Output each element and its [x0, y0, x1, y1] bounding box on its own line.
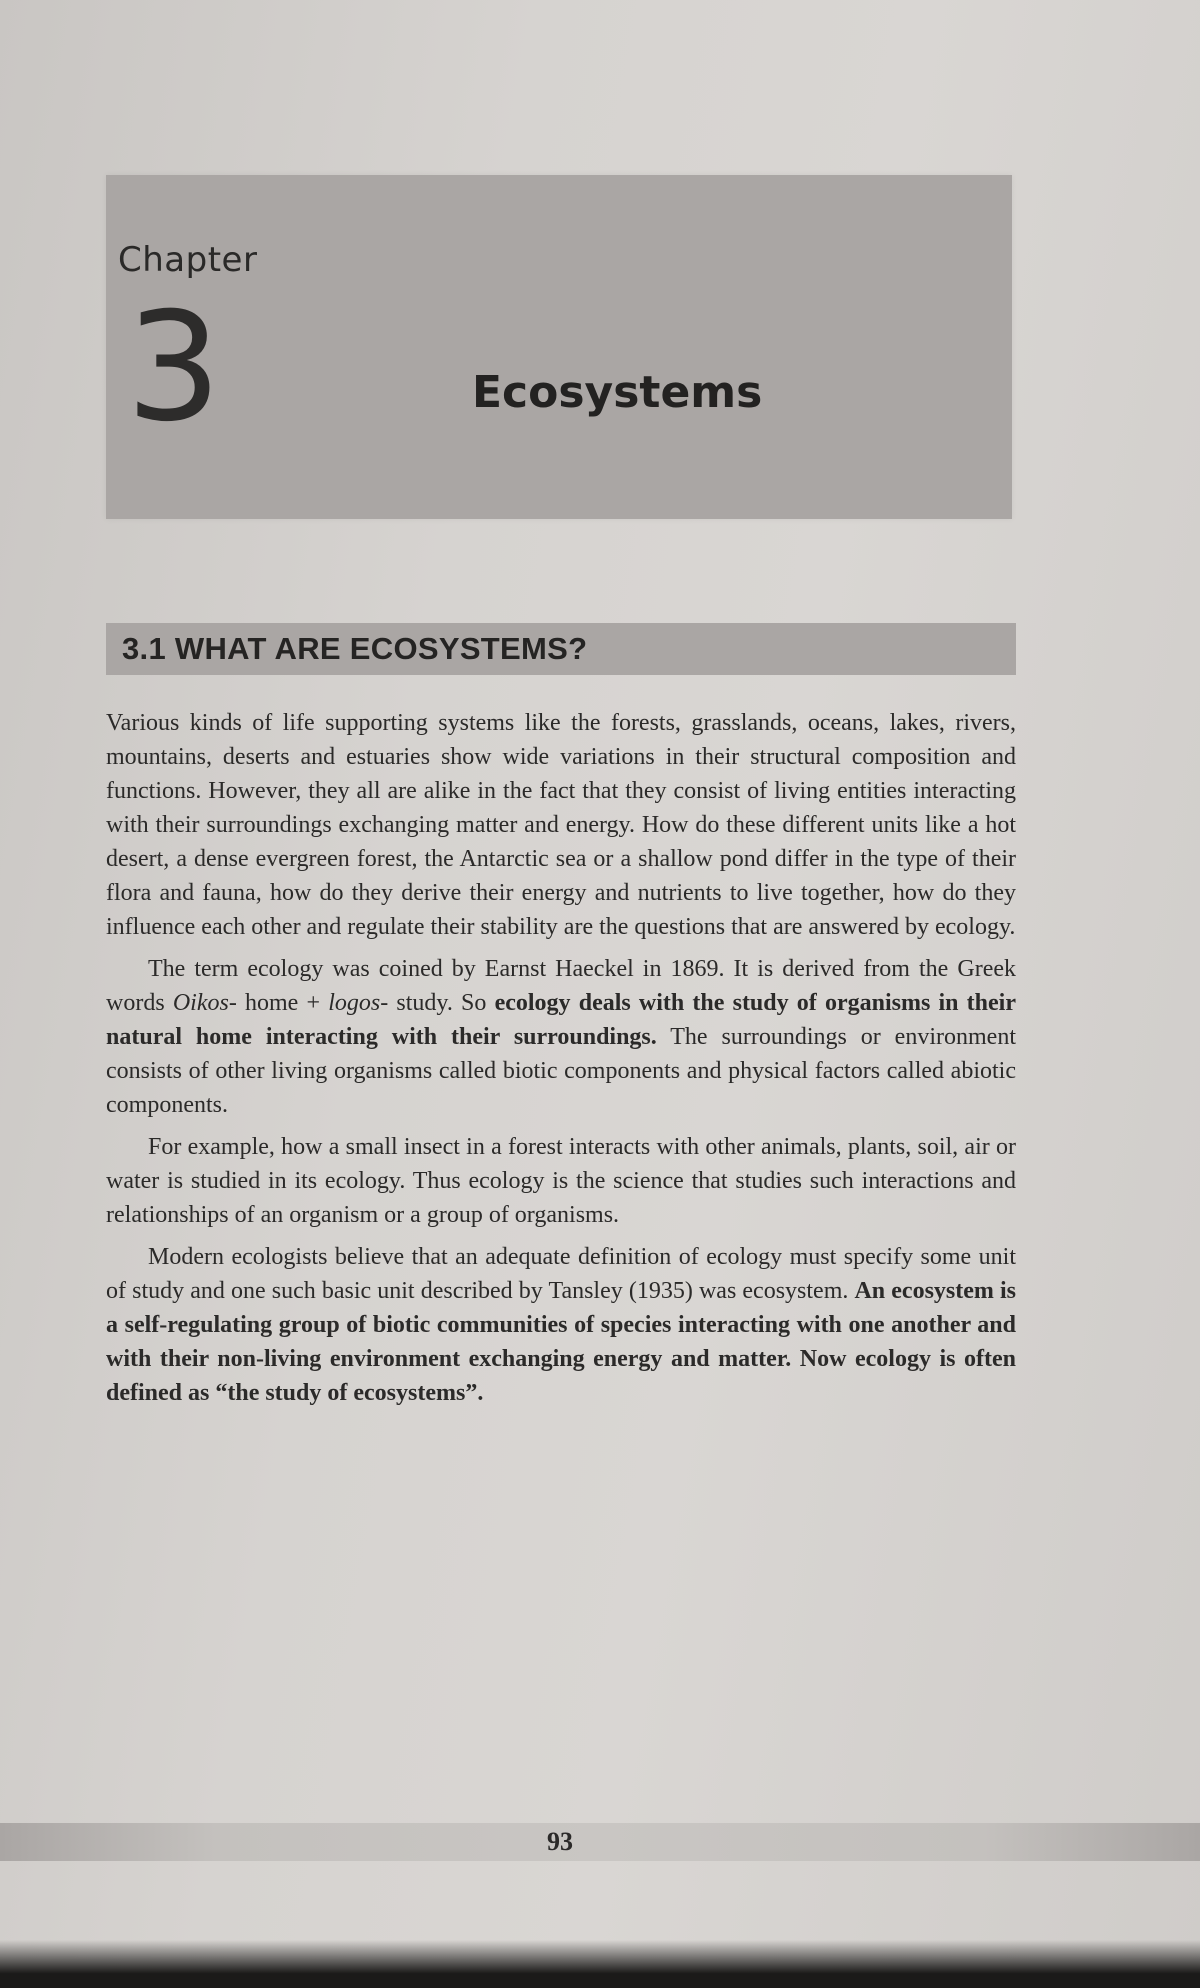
body-text: [106, 706, 1016, 1418]
chapter-header-box: [106, 175, 1012, 519]
section-heading: 3.1 WHAT ARE ECOSYSTEMS?: [122, 631, 588, 666]
ecosystem-definition: An ecosystem is a self-regulating group of biotic communities of species interacting with one another and with their non-living environment exchanging energy and matter. Now ecology is often defined as “the study of ecosystems”.: [106, 1278, 1016, 1406]
paragraph-2: [106, 952, 1016, 1122]
term-oikos: Oikos: [172, 990, 229, 1016]
term-logos: logos: [328, 990, 381, 1016]
paragraph-4: [106, 1240, 1016, 1410]
ecology-definition: ecology deals with the study of organisms in their natural home interacting with their surroundings.: [106, 990, 1016, 1050]
footer-bar: [0, 1823, 1200, 1861]
paragraph-2-text-a: The term ecology was coined by Earnst Haeckel in 1869. It is derived from the Greek words: [106, 956, 1016, 1016]
chapter-number: 3: [126, 281, 222, 455]
paragraph-2-text-c: - study. So: [380, 990, 495, 1016]
page-number: 93: [547, 1827, 573, 1856]
paragraph-4-text-a: Modern ecologists believe that an adequate definition of ecology must specify some unit of study and one such basic unit described by Tansley (1935) was ecosystem.: [106, 1244, 1016, 1304]
paragraph-2-text-b: - home +: [228, 990, 329, 1016]
paragraph-2-text-d: The surroundings or environment consists of other living organisms called biotic components and physical factors called abiotic components.: [106, 1024, 1016, 1118]
paragraph-1: Various kinds of life supporting systems like the forests, grasslands, oceans, lakes, rivers, mountains, deserts and estuaries show wide variations in their structural composition and functions. However, they all are alike in the fact that they consist of living entities interacting with their surroundings exchanging matter and energy. How do these different units like a hot desert, a dense evergreen forest, the Antarctic sea or a shallow pond differ in the type of their flora and fauna, how do they derive their energy and nutrients to live together, how do they influence each other and regulate their stability are the questions that are answered by ecology.: [106, 710, 1016, 940]
chapter-label: Chapter: [118, 240, 258, 280]
section-heading-bar: [106, 623, 1016, 675]
page-bottom-shadow: [0, 1940, 1200, 1988]
paragraph-3: For example, how a small insect in a forest interacts with other animals, plants, soil, air or water is studied in its ecology. Thus ecology is the science that studies such interactions and relationships of an organism or a group of organisms.: [106, 1134, 1016, 1228]
chapter-title: Ecosystems: [472, 367, 763, 418]
